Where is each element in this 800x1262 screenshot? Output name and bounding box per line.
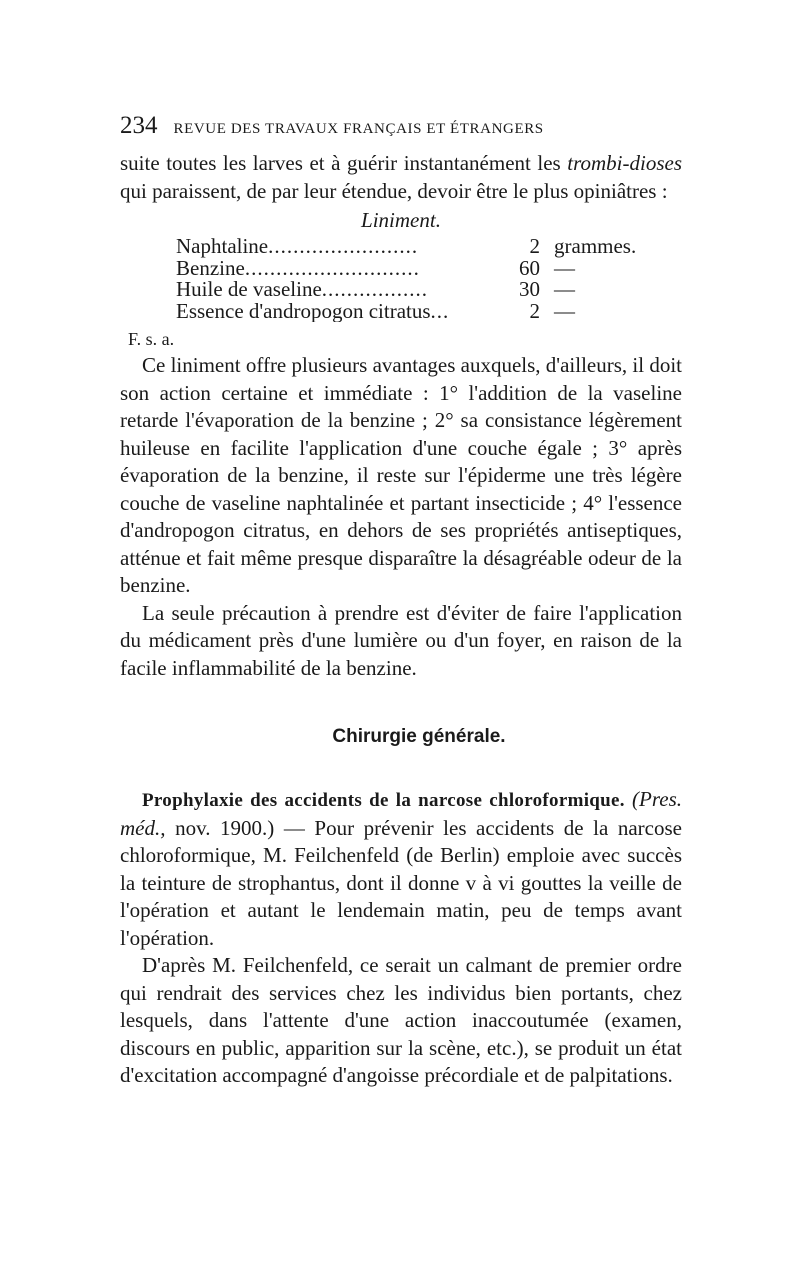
intro-text-start: suite toutes les larves et à guérir instantanément les (120, 151, 568, 175)
liniment-recipe (176, 236, 646, 322)
body-paragraph: D'après M. Feilchenfeld, ce serait un calmant de premier ordre qui rendrait des services chez les individus bien portants, chez lesquels, dans l'attente d'une action inaccoutumée (examen, discours en public, apparition sur la scène, etc.), se produit un état d'excitation accompagné d'angoisse précordiale et de palpitations. (120, 953, 682, 1087)
intro-italic-term: trombi-dioses (567, 151, 682, 175)
article-title: Prophylaxie des accidents de la narcose chloroformique. (142, 790, 625, 811)
fsa-abbreviation: F. s. a. (128, 329, 175, 349)
ingredient-name: Huile de vaseline................. (176, 279, 429, 301)
article-source: (Pres. méd., (120, 787, 682, 840)
ingredient-name: Naphtaline........................ (176, 236, 419, 258)
ingredient-unit: — (554, 298, 575, 323)
ingredient-unit: — (554, 255, 575, 280)
leader-dots: ................. (321, 279, 429, 301)
leader-dots: ........................ (268, 236, 419, 258)
ingredient-name: Essence d'andropogon citratus... (176, 300, 450, 322)
recipe-row (176, 236, 646, 258)
recipe-row (176, 279, 646, 301)
ingredient-quantity: 2 (529, 234, 540, 258)
ingredient-quantity: 2 (529, 298, 540, 323)
recipe-row (176, 255, 646, 280)
liniment-title: Liniment. (361, 208, 441, 232)
recipe-row (176, 298, 646, 323)
leader-dots: ............................ (244, 257, 420, 279)
intro-text-end: qui paraissent, de par leur étendue, devoir être le plus opiniâtres : (120, 178, 668, 203)
running-head: REVUE DES TRAVAUX FRANÇAIS ET ÉTRANGERS (173, 121, 544, 137)
leader-dots: ... (430, 300, 450, 322)
article-text: nov. 1900.) — Pour prévenir les accidents de la narcose chloroformique, M. Feilchenfeld (de Berlin) emploie avec succès la teinture de strophantus, dont il donne v à vi gouttes la veille de l'opération et autant le lendemain matin, peu de temps avant l'opération. (120, 815, 682, 950)
page-number: 234 (120, 112, 158, 139)
article-paragraph (120, 786, 682, 952)
body-paragraph: La seule précaution à prendre est d'éviter de faire l'application du médicament près d'une lumière ou d'un foyer, en raison de la facile inflammabilité de la benzine. (120, 600, 682, 680)
book-page (120, 112, 682, 1090)
ingredient-unit: grammes. (554, 234, 637, 258)
page-header (120, 112, 682, 140)
section-heading: Chirurgie générale. (332, 726, 506, 747)
ingredient-unit: — (554, 277, 575, 301)
body-paragraph: Ce liniment offre plusieurs avantages auxquels, d'ailleurs, il doit son action certaine et immédiate : 1° l'addition de la vaseline retarde l'évaporation de la benzine ; 2° sa consistance légèrement huileuse en facilite l'application d'une couche égale ; 3° après évaporation de la benzine, il reste sur l'épiderme une très légère couche de vaseline naphtalinée et partant insecticide ; 4° l'essence d'andropogon citratus, en dehors de ses propriétés antiseptiques, atténue et fait même presque disparaître la désagréable odeur de la benzine. (120, 353, 682, 597)
intro-paragraph (120, 150, 682, 205)
ingredient-name: Benzine............................ (176, 257, 420, 279)
ingredient-quantity: 30 (519, 277, 540, 301)
ingredient-quantity: 60 (519, 255, 540, 280)
